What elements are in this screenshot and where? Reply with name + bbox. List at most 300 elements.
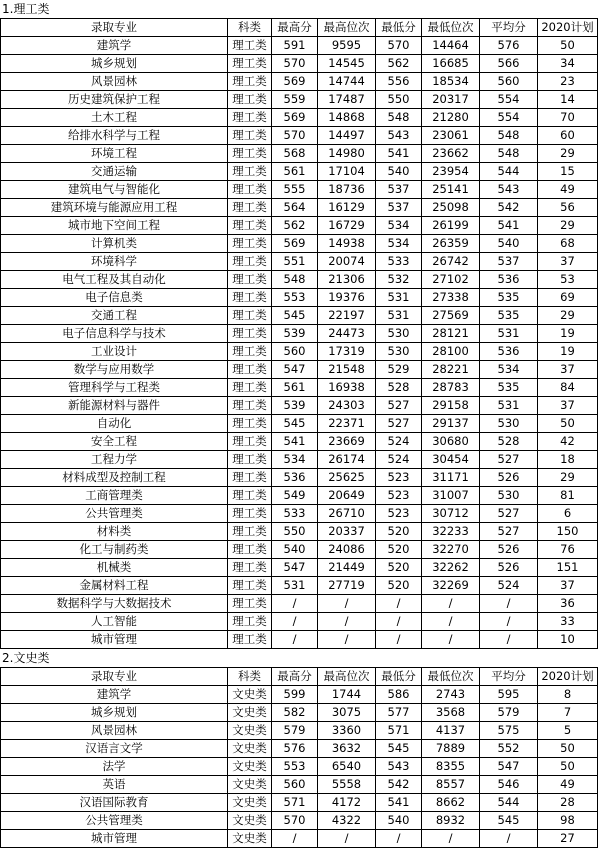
cell-category: 理工类 — [228, 613, 272, 631]
cell-min-rank: / — [422, 595, 480, 613]
cell-max-rank: 22371 — [318, 415, 376, 433]
cell-plan-2020: 10 — [538, 631, 598, 649]
section-title: 1.理工类 — [2, 2, 50, 16]
table-row — [1, 55, 598, 73]
cell-major: 汉语言文学 — [1, 740, 228, 758]
table-row — [1, 37, 598, 55]
cell-category: 理工类 — [228, 325, 272, 343]
cell-max-rank: 24473 — [318, 325, 376, 343]
cell-category: 理工类 — [228, 595, 272, 613]
cell-category: 文史类 — [228, 740, 272, 758]
cell-max-rank: 17319 — [318, 343, 376, 361]
cell-min-rank: 26199 — [422, 217, 480, 235]
column-header-major: 录取专业 — [1, 668, 228, 686]
cell-avg-score: 547 — [480, 758, 538, 776]
cell-plan-2020: 7 — [538, 704, 598, 722]
cell-max-rank: 26710 — [318, 505, 376, 523]
table-row — [1, 271, 598, 289]
cell-min-rank: 29137 — [422, 415, 480, 433]
cell-max-score: 534 — [272, 451, 318, 469]
cell-category: 文史类 — [228, 722, 272, 740]
cell-avg-score: 579 — [480, 704, 538, 722]
cell-max-score: 540 — [272, 541, 318, 559]
cell-avg-score: / — [480, 830, 538, 848]
cell-major: 管理科学与工程类 — [1, 379, 228, 397]
cell-min-score: 556 — [376, 73, 422, 91]
table-row — [1, 289, 598, 307]
cell-avg-score: 536 — [480, 343, 538, 361]
cell-min-score: 570 — [376, 37, 422, 55]
cell-max-score: / — [272, 595, 318, 613]
column-header-max-score: 最高分 — [272, 668, 318, 686]
cell-category: 理工类 — [228, 361, 272, 379]
cell-category: 理工类 — [228, 271, 272, 289]
cell-avg-score: 536 — [480, 271, 538, 289]
cell-max-score: 568 — [272, 145, 318, 163]
cell-plan-2020: 150 — [538, 523, 598, 541]
cell-plan-2020: 36 — [538, 595, 598, 613]
cell-min-score: 541 — [376, 145, 422, 163]
column-header-min-score: 最低分 — [376, 19, 422, 37]
cell-avg-score: 560 — [480, 73, 538, 91]
cell-min-score: / — [376, 631, 422, 649]
cell-major: 电子信息科学与技术 — [1, 325, 228, 343]
cell-major: 自动化 — [1, 415, 228, 433]
cell-min-score: 530 — [376, 325, 422, 343]
cell-min-rank: 23954 — [422, 163, 480, 181]
table-row — [1, 704, 598, 722]
cell-category: 理工类 — [228, 631, 272, 649]
cell-max-score: 533 — [272, 505, 318, 523]
cell-plan-2020: 49 — [538, 181, 598, 199]
table-row — [1, 415, 598, 433]
cell-min-score: 524 — [376, 433, 422, 451]
cell-max-rank: 21306 — [318, 271, 376, 289]
cell-category: 文史类 — [228, 794, 272, 812]
cell-plan-2020: 37 — [538, 577, 598, 595]
cell-category: 理工类 — [228, 433, 272, 451]
cell-max-score: 539 — [272, 397, 318, 415]
cell-avg-score: 531 — [480, 397, 538, 415]
cell-avg-score: 534 — [480, 361, 538, 379]
table-row — [1, 343, 598, 361]
cell-min-score: 571 — [376, 722, 422, 740]
cell-category: 理工类 — [228, 307, 272, 325]
cell-max-rank: / — [318, 631, 376, 649]
cell-avg-score: 535 — [480, 307, 538, 325]
table-row — [1, 776, 598, 794]
cell-max-rank: 19376 — [318, 289, 376, 307]
cell-max-score: / — [272, 830, 318, 848]
cell-min-score: 523 — [376, 487, 422, 505]
column-header-plan-2020: 2020计划 — [538, 19, 598, 37]
cell-max-rank: 16938 — [318, 379, 376, 397]
cell-max-score: 545 — [272, 307, 318, 325]
cell-max-rank: 17487 — [318, 91, 376, 109]
cell-max-rank: 21548 — [318, 361, 376, 379]
cell-plan-2020: 151 — [538, 559, 598, 577]
cell-plan-2020: 29 — [538, 217, 598, 235]
cell-major: 风景园林 — [1, 73, 228, 91]
cell-max-score: 576 — [272, 740, 318, 758]
cell-avg-score: 575 — [480, 722, 538, 740]
cell-avg-score: 545 — [480, 812, 538, 830]
cell-max-rank: 26174 — [318, 451, 376, 469]
cell-category: 理工类 — [228, 343, 272, 361]
cell-plan-2020: 70 — [538, 109, 598, 127]
table-row — [1, 740, 598, 758]
cell-max-score: 547 — [272, 361, 318, 379]
cell-max-rank: 9595 — [318, 37, 376, 55]
cell-min-score: 586 — [376, 686, 422, 704]
cell-avg-score: 554 — [480, 109, 538, 127]
cell-plan-2020: 14 — [538, 91, 598, 109]
cell-min-rank: 23662 — [422, 145, 480, 163]
section-title: 2.文史类 — [2, 651, 50, 665]
cell-major: 电子信息类 — [1, 289, 228, 307]
cell-plan-2020: 53 — [538, 271, 598, 289]
column-header-category: 科类 — [228, 668, 272, 686]
cell-plan-2020: 6 — [538, 505, 598, 523]
column-header-min-rank: 最低位次 — [422, 668, 480, 686]
cell-category: 文史类 — [228, 686, 272, 704]
cell-major: 给排水科学与工程 — [1, 127, 228, 145]
cell-min-score: 529 — [376, 361, 422, 379]
column-header-max-score: 最高分 — [272, 19, 318, 37]
cell-max-rank: 14545 — [318, 55, 376, 73]
cell-max-score: 560 — [272, 343, 318, 361]
cell-avg-score: 530 — [480, 487, 538, 505]
cell-avg-score: 537 — [480, 253, 538, 271]
cell-max-score: 547 — [272, 559, 318, 577]
cell-major: 数据科学与大数据技术 — [1, 595, 228, 613]
cell-major: 法学 — [1, 758, 228, 776]
cell-max-rank: 3360 — [318, 722, 376, 740]
cell-min-rank: 14464 — [422, 37, 480, 55]
column-header-plan-2020: 2020计划 — [538, 668, 598, 686]
cell-min-score: 520 — [376, 577, 422, 595]
cell-major: 工商管理类 — [1, 487, 228, 505]
cell-max-score: 582 — [272, 704, 318, 722]
cell-max-rank: 14868 — [318, 109, 376, 127]
cell-category: 理工类 — [228, 145, 272, 163]
table-row — [1, 758, 598, 776]
cell-max-score: 569 — [272, 235, 318, 253]
table-row — [1, 686, 598, 704]
cell-max-rank: 27719 — [318, 577, 376, 595]
cell-min-score: 532 — [376, 271, 422, 289]
cell-major: 城乡规划 — [1, 704, 228, 722]
cell-plan-2020: 98 — [538, 812, 598, 830]
cell-max-score: 551 — [272, 253, 318, 271]
cell-max-score: 553 — [272, 289, 318, 307]
cell-max-rank: 17104 — [318, 163, 376, 181]
cell-category: 理工类 — [228, 55, 272, 73]
cell-max-rank: / — [318, 595, 376, 613]
cell-max-rank: 4322 — [318, 812, 376, 830]
cell-category: 理工类 — [228, 487, 272, 505]
cell-plan-2020: 29 — [538, 307, 598, 325]
table-row — [1, 163, 598, 181]
cell-max-score: 561 — [272, 379, 318, 397]
cell-min-score: 531 — [376, 289, 422, 307]
cell-avg-score: 546 — [480, 776, 538, 794]
table-row — [1, 595, 598, 613]
cell-major: 建筑学 — [1, 686, 228, 704]
cell-category: 文史类 — [228, 830, 272, 848]
cell-category: 文史类 — [228, 812, 272, 830]
cell-plan-2020: 84 — [538, 379, 598, 397]
cell-major: 英语 — [1, 776, 228, 794]
cell-plan-2020: 68 — [538, 235, 598, 253]
cell-avg-score: 552 — [480, 740, 538, 758]
cell-max-rank: 3075 — [318, 704, 376, 722]
table-row — [1, 109, 598, 127]
table-row — [1, 199, 598, 217]
cell-min-rank: 16685 — [422, 55, 480, 73]
table-row — [1, 577, 598, 595]
cell-min-rank: 21280 — [422, 109, 480, 127]
cell-category: 理工类 — [228, 181, 272, 199]
cell-major: 公共管理类 — [1, 505, 228, 523]
table-row — [1, 127, 598, 145]
table-row — [1, 181, 598, 199]
cell-avg-score: 530 — [480, 415, 538, 433]
cell-min-rank: 32233 — [422, 523, 480, 541]
table-row — [1, 451, 598, 469]
cell-plan-2020: 37 — [538, 361, 598, 379]
cell-avg-score: 576 — [480, 37, 538, 55]
cell-max-score: 545 — [272, 415, 318, 433]
cell-min-score: 540 — [376, 163, 422, 181]
cell-category: 理工类 — [228, 379, 272, 397]
cell-plan-2020: 50 — [538, 415, 598, 433]
cell-major: 材料成型及控制工程 — [1, 469, 228, 487]
cell-min-score: 533 — [376, 253, 422, 271]
column-header-min-score: 最低分 — [376, 668, 422, 686]
cell-min-score: 540 — [376, 812, 422, 830]
cell-min-score: 537 — [376, 181, 422, 199]
table-row — [1, 794, 598, 812]
cell-min-score: / — [376, 613, 422, 631]
cell-max-score: / — [272, 631, 318, 649]
table-row — [1, 559, 598, 577]
cell-major: 机械类 — [1, 559, 228, 577]
column-header-avg-score: 平均分 — [480, 19, 538, 37]
cell-avg-score: 526 — [480, 469, 538, 487]
score-table — [0, 18, 598, 649]
cell-avg-score: 548 — [480, 145, 538, 163]
cell-min-rank: 8557 — [422, 776, 480, 794]
cell-min-rank: 29158 — [422, 397, 480, 415]
cell-major: 建筑环境与能源应用工程 — [1, 199, 228, 217]
cell-category: 理工类 — [228, 91, 272, 109]
cell-plan-2020: 28 — [538, 794, 598, 812]
cell-max-rank: 18736 — [318, 181, 376, 199]
cell-max-rank: 1744 — [318, 686, 376, 704]
cell-plan-2020: 18 — [538, 451, 598, 469]
table-header-row — [1, 19, 598, 37]
cell-max-score: 550 — [272, 523, 318, 541]
cell-max-score: / — [272, 613, 318, 631]
cell-max-score: 564 — [272, 199, 318, 217]
table-header-row — [1, 668, 598, 686]
cell-min-score: 528 — [376, 379, 422, 397]
cell-max-rank: / — [318, 613, 376, 631]
cell-min-score: 530 — [376, 343, 422, 361]
score-table — [0, 667, 598, 848]
cell-plan-2020: 42 — [538, 433, 598, 451]
cell-max-rank: 14497 — [318, 127, 376, 145]
cell-avg-score: 527 — [480, 451, 538, 469]
cell-min-rank: 26742 — [422, 253, 480, 271]
cell-max-rank: 14938 — [318, 235, 376, 253]
table-row — [1, 73, 598, 91]
cell-max-score: 569 — [272, 109, 318, 127]
table-row — [1, 91, 598, 109]
cell-category: 理工类 — [228, 235, 272, 253]
cell-category: 理工类 — [228, 469, 272, 487]
cell-plan-2020: 15 — [538, 163, 598, 181]
cell-min-rank: 25141 — [422, 181, 480, 199]
cell-max-rank: 3632 — [318, 740, 376, 758]
cell-max-score: 536 — [272, 469, 318, 487]
cell-major: 城市地下空间工程 — [1, 217, 228, 235]
cell-min-score: 527 — [376, 397, 422, 415]
cell-min-score: 523 — [376, 505, 422, 523]
cell-avg-score: 566 — [480, 55, 538, 73]
cell-max-score: 541 — [272, 433, 318, 451]
cell-major: 工程力学 — [1, 451, 228, 469]
table-row — [1, 541, 598, 559]
cell-min-rank: 3568 — [422, 704, 480, 722]
table-row — [1, 307, 598, 325]
table-row — [1, 613, 598, 631]
cell-min-rank: 28783 — [422, 379, 480, 397]
cell-category: 文史类 — [228, 758, 272, 776]
cell-min-rank: 27569 — [422, 307, 480, 325]
cell-major: 新能源材料与器件 — [1, 397, 228, 415]
cell-max-score: 599 — [272, 686, 318, 704]
cell-major: 风景园林 — [1, 722, 228, 740]
cell-max-rank: 20337 — [318, 523, 376, 541]
cell-min-score: 534 — [376, 217, 422, 235]
cell-avg-score: 535 — [480, 379, 538, 397]
cell-major: 材料类 — [1, 523, 228, 541]
cell-min-score: / — [376, 595, 422, 613]
cell-avg-score: / — [480, 595, 538, 613]
cell-min-score: 524 — [376, 451, 422, 469]
cell-min-rank: 7889 — [422, 740, 480, 758]
cell-plan-2020: 8 — [538, 686, 598, 704]
cell-major: 汉语国际教育 — [1, 794, 228, 812]
cell-major: 工业设计 — [1, 343, 228, 361]
cell-max-score: 561 — [272, 163, 318, 181]
cell-major: 电气工程及其自动化 — [1, 271, 228, 289]
cell-plan-2020: 50 — [538, 740, 598, 758]
cell-min-score: 548 — [376, 109, 422, 127]
cell-min-score: 531 — [376, 307, 422, 325]
cell-plan-2020: 56 — [538, 199, 598, 217]
cell-major: 交通工程 — [1, 307, 228, 325]
cell-max-rank: 21449 — [318, 559, 376, 577]
cell-min-rank: 31007 — [422, 487, 480, 505]
cell-max-rank: 4172 — [318, 794, 376, 812]
cell-min-rank: 30680 — [422, 433, 480, 451]
cell-category: 理工类 — [228, 523, 272, 541]
cell-min-rank: 30454 — [422, 451, 480, 469]
cell-avg-score: 595 — [480, 686, 538, 704]
column-header-max-rank: 最高位次 — [318, 668, 376, 686]
cell-avg-score: 541 — [480, 217, 538, 235]
cell-max-score: 553 — [272, 758, 318, 776]
cell-min-rank: 28121 — [422, 325, 480, 343]
cell-max-rank: 20649 — [318, 487, 376, 505]
cell-max-score: 591 — [272, 37, 318, 55]
cell-min-score: 543 — [376, 127, 422, 145]
cell-min-rank: / — [422, 631, 480, 649]
cell-plan-2020: 49 — [538, 776, 598, 794]
cell-major: 计算机类 — [1, 235, 228, 253]
cell-max-rank: 22197 — [318, 307, 376, 325]
cell-min-rank: 4137 — [422, 722, 480, 740]
cell-max-rank: 25625 — [318, 469, 376, 487]
cell-avg-score: / — [480, 631, 538, 649]
cell-min-rank: 8932 — [422, 812, 480, 830]
cell-min-score: 543 — [376, 758, 422, 776]
cell-max-rank: 16729 — [318, 217, 376, 235]
table-row — [1, 830, 598, 848]
cell-major: 环境科学 — [1, 253, 228, 271]
cell-category: 理工类 — [228, 199, 272, 217]
cell-max-score: 579 — [272, 722, 318, 740]
cell-category: 理工类 — [228, 217, 272, 235]
cell-avg-score: 528 — [480, 433, 538, 451]
cell-avg-score: 524 — [480, 577, 538, 595]
cell-min-score: 527 — [376, 415, 422, 433]
cell-max-score: 570 — [272, 55, 318, 73]
cell-min-rank: 26359 — [422, 235, 480, 253]
cell-min-score: 534 — [376, 235, 422, 253]
cell-min-score: 542 — [376, 776, 422, 794]
column-header-category: 科类 — [228, 19, 272, 37]
cell-category: 文史类 — [228, 776, 272, 794]
cell-max-rank: / — [318, 830, 376, 848]
cell-max-score: 562 — [272, 217, 318, 235]
cell-avg-score: 526 — [480, 559, 538, 577]
cell-min-rank: 25098 — [422, 199, 480, 217]
cell-plan-2020: 50 — [538, 758, 598, 776]
cell-avg-score: 526 — [480, 541, 538, 559]
cell-category: 理工类 — [228, 253, 272, 271]
cell-max-score: 570 — [272, 127, 318, 145]
table-row — [1, 397, 598, 415]
cell-category: 理工类 — [228, 559, 272, 577]
table-row — [1, 523, 598, 541]
cell-max-rank: 16129 — [318, 199, 376, 217]
cell-category: 理工类 — [228, 37, 272, 55]
cell-min-score: 520 — [376, 541, 422, 559]
cell-plan-2020: 5 — [538, 722, 598, 740]
cell-plan-2020: 23 — [538, 73, 598, 91]
cell-plan-2020: 37 — [538, 253, 598, 271]
table-row — [1, 217, 598, 235]
cell-plan-2020: 60 — [538, 127, 598, 145]
cell-max-score: 571 — [272, 794, 318, 812]
column-header-min-rank: 最低位次 — [422, 19, 480, 37]
column-header-major: 录取专业 — [1, 19, 228, 37]
cell-major: 城市管理 — [1, 830, 228, 848]
